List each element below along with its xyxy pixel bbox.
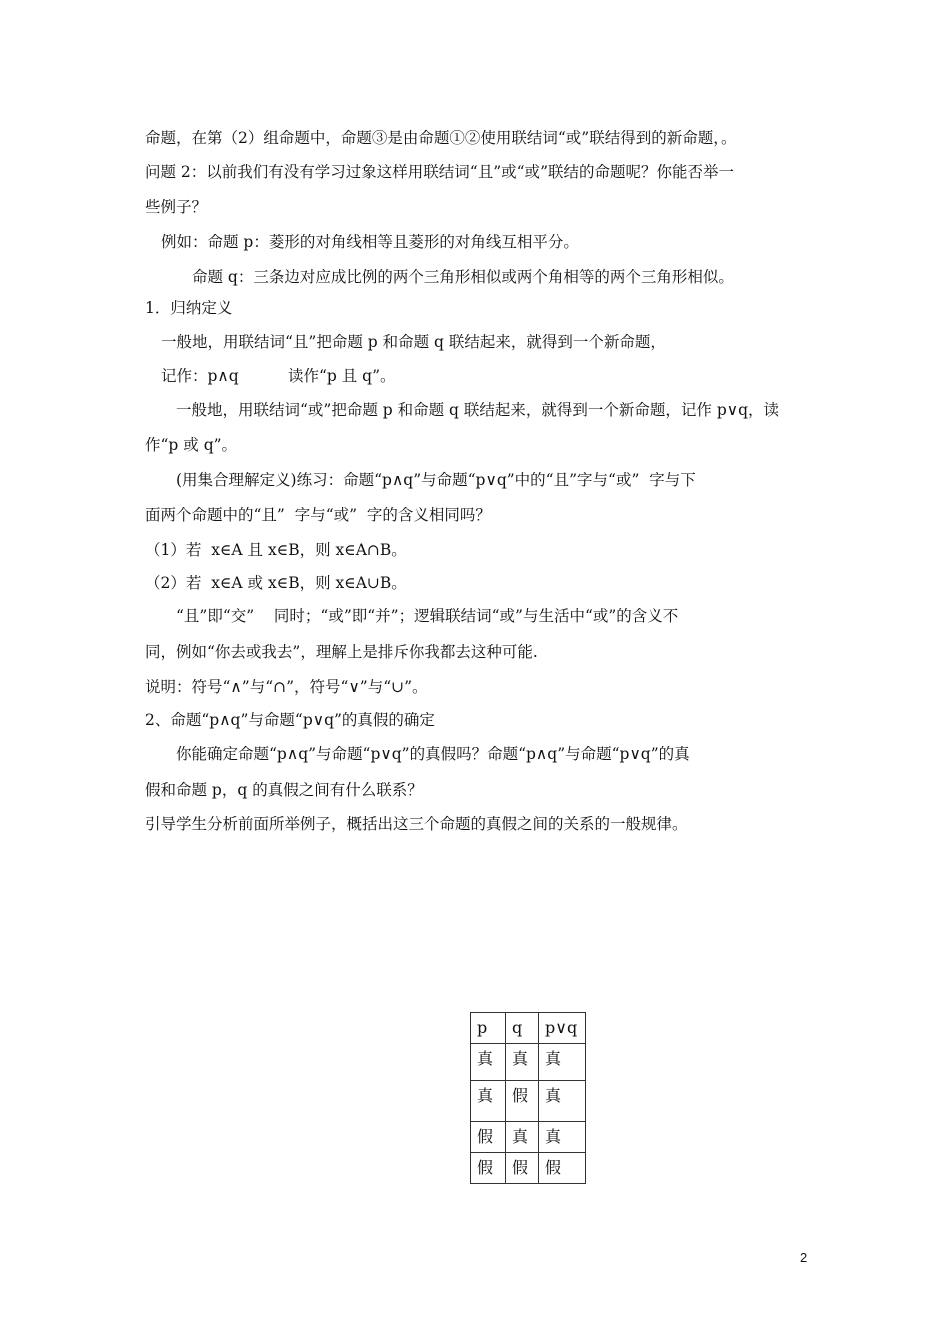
- text-line: 一般地，用联结词“且”把命题 p 和命题 q 联结起来，就得到一个新命题，: [161, 333, 666, 351]
- table-header-cell: p∨q: [539, 1013, 586, 1044]
- text-line: 命题 q：三条边对应成比例的两个三角形相似或两个角相等的两个三角形相似。: [192, 268, 734, 286]
- table-cell: 假: [539, 1153, 586, 1184]
- text-line: 问题 2：以前我们有没有学习过象这样用联结词“且”或“或”联结的命题呢？你能否举一: [145, 163, 734, 181]
- text-line: 面两个命题中的“且” 字与“或” 字的含义相同吗？: [145, 506, 491, 524]
- table-row: [471, 1044, 586, 1081]
- text-line: 你能确定命题“p∧q”与命题“p∨q”的真假吗？命题“p∧q”与命题“p∨q”的真: [176, 745, 690, 763]
- text-line: 同，例如“你去或我去”，理解上是排斥你我都去这种可能.: [145, 643, 538, 661]
- table-header-row: [471, 1013, 586, 1044]
- table-row: [471, 1153, 586, 1184]
- list-item: （2）若 x∈A 或 x∈B，则 x∈A∪B。: [145, 574, 407, 592]
- table-row: [471, 1081, 586, 1122]
- table-cell: 假: [471, 1122, 506, 1153]
- page-number: 2: [800, 1250, 808, 1265]
- text-line: “且”即“交” 同时；“或”即“并”；逻辑联结词“或”与生活中“或”的含义不: [176, 607, 679, 625]
- table-cell: 假: [506, 1153, 539, 1184]
- text-line: 例如：命题 p：菱形的对角线相等且菱形的对角线互相平分。: [161, 233, 579, 251]
- text-line: 记作：p∧q 读作“p 且 q”。: [161, 367, 396, 385]
- text-line: 命题，在第（2）组命题中，命题③是由命题①②使用联结词“或”联结得到的新命题，。: [145, 129, 737, 147]
- text-line: 作“p 或 q”。: [145, 436, 238, 454]
- text-line: 说明：符号“∧”与“∩”，符号“∨”与“∪”。: [145, 678, 428, 696]
- text-line: 假和命题 p，q 的真假之间有什么联系？: [145, 781, 423, 799]
- table-cell: 真: [506, 1122, 539, 1153]
- table-cell: 真: [539, 1044, 586, 1081]
- table-cell: 真: [539, 1081, 586, 1122]
- section-heading: 2、命题“p∧q”与命题“p∨q”的真假的确定: [145, 711, 435, 729]
- table-cell: 真: [539, 1122, 586, 1153]
- table-header-cell: q: [506, 1013, 539, 1044]
- table-cell: 真: [506, 1044, 539, 1081]
- table-cell: 假: [471, 1153, 506, 1184]
- table-cell: 真: [471, 1081, 506, 1122]
- text-line: 引导学生分析前面所举例子，概括出这三个命题的真假之间的关系的一般规律。: [145, 815, 688, 833]
- table-cell: 真: [471, 1044, 506, 1081]
- section-heading: 1．归纳定义: [145, 299, 233, 317]
- text-line: 些例子？: [145, 198, 208, 216]
- text-line: 一般地，用联结词“或”把命题 p 和命题 q 联结起来，就得到一个新命题，记作 p∨q，读: [176, 401, 780, 419]
- table-row: [471, 1122, 586, 1153]
- text-line: (用集合理解定义)练习：命题“p∧q”与命题“p∨q”中的“且”字与“或” 字与下: [176, 471, 696, 489]
- table-cell: 假: [506, 1081, 539, 1122]
- table-header-cell: p: [471, 1013, 506, 1044]
- truth-table: [470, 1012, 586, 1184]
- list-item: （1）若 x∈A 且 x∈B，则 x∈A∩B。: [145, 541, 407, 559]
